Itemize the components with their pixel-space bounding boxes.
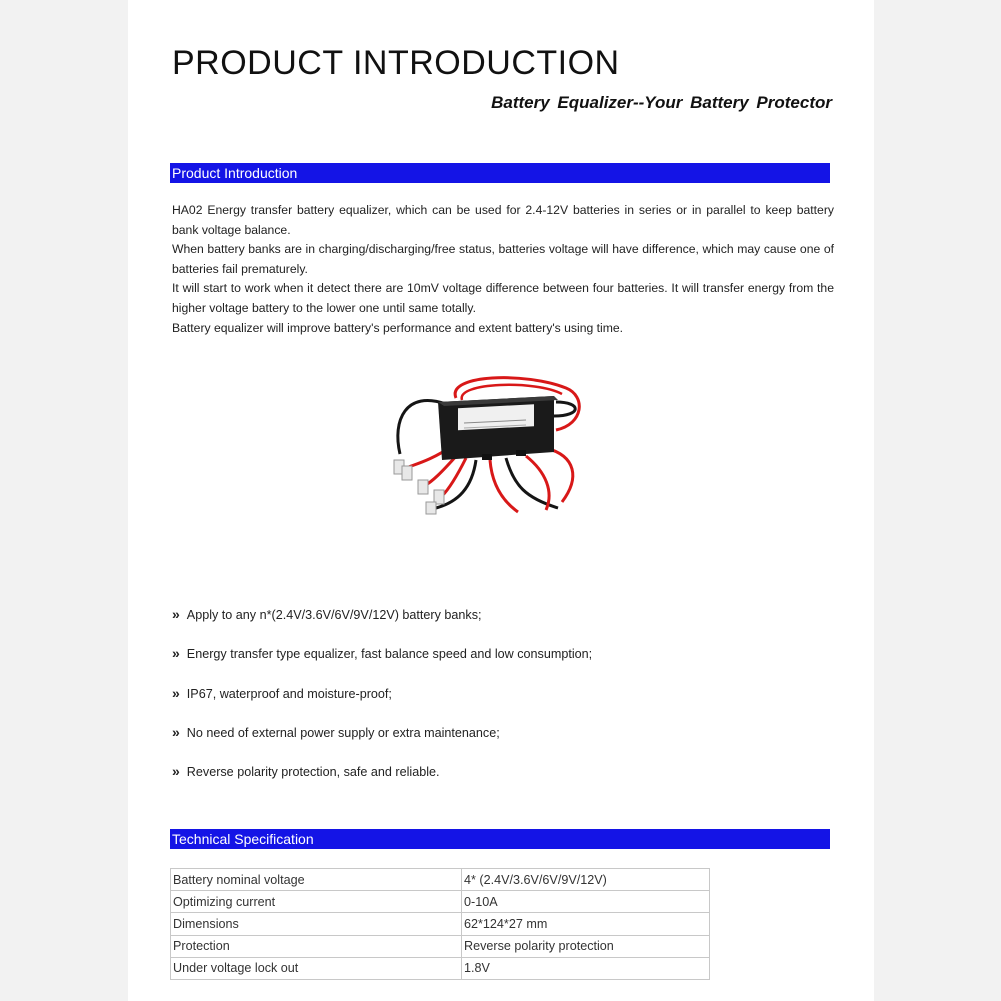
section-heading-product-introduction: Product Introduction — [170, 163, 830, 183]
feature-text: No need of external power supply or extra maintenance; — [186, 726, 500, 740]
document-page — [128, 0, 874, 1001]
section-heading-technical-specification: Technical Specification — [170, 829, 830, 849]
intro-paragraph: Battery equalizer will improve battery's performance and extent battery's using time. — [172, 320, 624, 335]
spec-value: Reverse polarity protection — [462, 935, 710, 957]
feature-item — [172, 643, 592, 663]
spec-value: 1.8V — [462, 957, 710, 979]
bullet-icon: » — [172, 606, 180, 622]
table-row — [171, 891, 710, 913]
bullet-icon: » — [172, 685, 180, 701]
spec-label: Battery nominal voltage — [171, 869, 462, 891]
intro-paragraph: When battery banks are in charging/discharging/free status, batteries voltage will have difference, which may cause one of batteries fail prematurely. — [172, 242, 834, 276]
bullet-icon: » — [172, 645, 180, 661]
spec-value: 0-10A — [462, 891, 710, 913]
spec-value: 62*124*27 mm — [462, 913, 710, 935]
table-row — [171, 913, 710, 935]
spec-label: Optimizing current — [171, 891, 462, 913]
table-row — [171, 957, 710, 979]
feature-text: Apply to any n*(2.4V/3.6V/6V/9V/12V) battery banks; — [186, 608, 482, 622]
intro-paragraph: It will start to work when it detect there are 10mV voltage difference between four batteries. It will transfer energy from the higher voltage battery to the lower one until same totally. — [172, 281, 834, 315]
feature-item — [172, 722, 500, 742]
spec-value: 4* (2.4V/3.6V/6V/9V/12V) — [462, 869, 710, 891]
spec-label: Protection — [171, 935, 462, 957]
feature-text: IP67, waterproof and moisture-proof; — [186, 687, 392, 701]
feature-item — [172, 604, 482, 624]
page-title: PRODUCT INTRODUCTION — [172, 44, 620, 82]
table-row — [171, 869, 710, 891]
table-row — [171, 935, 710, 957]
feature-item — [172, 683, 392, 703]
intro-text — [172, 201, 834, 338]
feature-text: Reverse polarity protection, safe and reliable. — [186, 765, 440, 779]
feature-item — [172, 761, 440, 781]
page-subtitle: Battery Equalizer--Your Battery Protector — [491, 93, 832, 112]
product-photo — [386, 368, 588, 516]
spec-label: Under voltage lock out — [171, 957, 462, 979]
intro-paragraph: HA02 Energy transfer battery equalizer, which can be used for 2.4-12V batteries in series or in parallel to keep battery bank voltage balance. — [172, 203, 834, 237]
bullet-icon: » — [172, 724, 180, 740]
bullet-icon: » — [172, 763, 180, 779]
feature-text: Energy transfer type equalizer, fast balance speed and low consumption; — [186, 647, 593, 661]
spec-table — [170, 868, 710, 980]
spec-label: Dimensions — [171, 913, 462, 935]
